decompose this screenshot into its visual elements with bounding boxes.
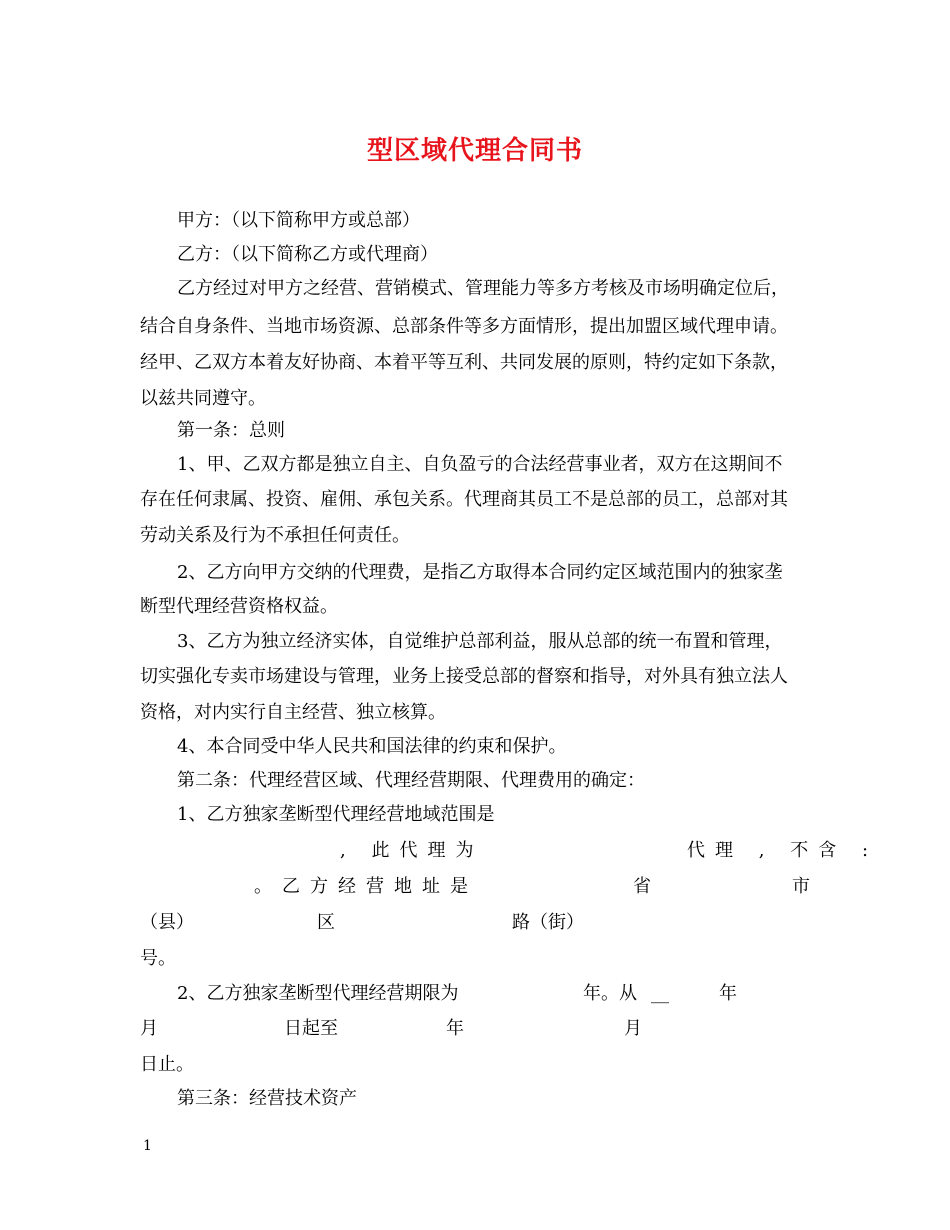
article2-row3-address: 。乙方经营地址是	[254, 876, 478, 897]
article2-row2-right: 代理 , 不含 :	[687, 840, 879, 861]
article2-district: 区	[317, 912, 335, 933]
article1-clause3-line: 3、乙方为独立经济实体，自觉维护总部利益，服从总部的统一布置和管理，	[177, 631, 783, 652]
article2-province: 省	[633, 876, 651, 897]
article2-clause2-day-end: 日止。	[140, 1054, 194, 1075]
article2-road: 路（街）	[512, 912, 584, 933]
intro-line: 结合自身条件、当地市场资源、总部条件等多方面情形，提出加盟区域代理申请。	[140, 316, 788, 337]
article2-city: 市	[792, 876, 810, 897]
party-b: 乙方：（以下简称乙方或代理商）	[177, 244, 438, 265]
article2-clause2-lead: 2、乙方独家垄断型代理经营期限为	[177, 983, 459, 1004]
article2-heading: 第二条：代理经营区域、代理经营期限、代理费用的确定：	[177, 770, 645, 791]
article1-clause1-line: 1、甲、乙双方都是独立自主、自负盈亏的合法经营事业者，双方在这期间不	[177, 454, 783, 475]
article1-clause2-line: 2、乙方向甲方交纳的代理费，是指乙方取得本合同约定区域范围内的独家垄	[177, 562, 783, 583]
article2-row2-left: , 此代理为	[340, 840, 484, 861]
intro-line: 经甲、乙双方本着友好协商、本着平等互利、共同发展的原则，特约定如下条款，	[140, 352, 788, 373]
article2-clause1-line1: 1、乙方独家垄断型代理经营地域范围是	[177, 804, 495, 825]
article2-clause2-year-from: 年。从	[583, 983, 637, 1004]
article2-clause2-month2: 月	[624, 1018, 642, 1039]
article2-number: 号。	[140, 948, 176, 969]
intro-line: 乙方经过对甲方之经营、营销模式、管理能力等多方考核及市场明确定位后，	[177, 278, 789, 299]
article1-clause4: 4、本合同受中华人民共和国法律的约束和保护。	[177, 736, 567, 757]
article2-clause2-blank: __	[651, 983, 669, 1004]
article1-heading: 第一条：总则	[177, 420, 285, 441]
article2-clause2-year2: 年	[719, 983, 737, 1004]
article2-clause2-day-to: 日起至	[284, 1018, 338, 1039]
article1-clause2-line: 断型代理经营资格权益。	[140, 596, 338, 617]
article3-heading: 第三条：经营技术资产	[177, 1088, 357, 1109]
article2-clause2-month1: 月	[140, 1018, 158, 1039]
page-number: 1	[143, 1138, 152, 1154]
article2-county: （县）	[140, 912, 194, 933]
party-a: 甲方：（以下简称甲方或总部）	[177, 210, 420, 231]
intro-line: 以兹共同遵守。	[140, 388, 266, 409]
document-title: 型区域代理合同书	[366, 136, 583, 166]
article1-clause1-line: 劳动关系及行为不承担任何责任。	[140, 525, 410, 546]
article2-clause2-year3: 年	[446, 1018, 464, 1039]
article1-clause3-line: 资格，对内实行自主经营、独立核算。	[140, 702, 446, 723]
article1-clause3-line: 切实强化专卖市场建设与管理，业务上接受总部的督察和指导，对外具有独立法人	[140, 666, 788, 687]
article1-clause1-line: 存在任何隶属、投资、雇佣、承包关系。代理商其员工不是总部的员工，总部对其	[140, 489, 788, 510]
